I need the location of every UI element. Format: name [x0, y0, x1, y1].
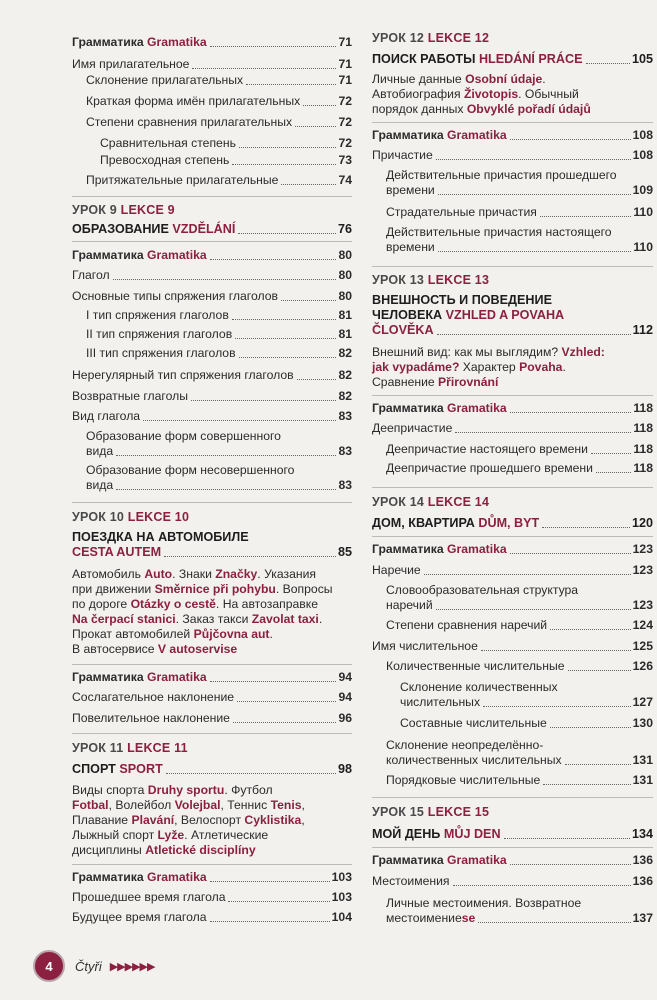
toc-entry[interactable]: Образование форм совершенного вида 83 [86, 429, 352, 458]
toc-grammar-heading[interactable]: Грамматика Gramatika 94 [72, 670, 352, 684]
toc-entry[interactable]: Склонение неопределённо- количественных числительных 131 [386, 738, 653, 767]
toc-entry[interactable]: Превосходная степень 73 [100, 153, 352, 167]
lesson-heading: УРОК 12 LEKCE 12 [372, 31, 490, 45]
toc-grammar-heading[interactable]: Грамматика Gramatika 71 [72, 35, 352, 49]
toc-entry[interactable]: Возвратные глаголы 82 [72, 389, 352, 403]
lesson-heading: УРОК 13 LEKCE 13 [372, 273, 490, 287]
toc-entry[interactable]: Основные типы спряжения глаголов 80 [72, 289, 352, 303]
divider [72, 864, 352, 865]
lesson-title[interactable]: ПОЕЗДКА НА АВТОМОБИЛЕ CESTA AUTEM 85 [72, 530, 352, 559]
divider [372, 487, 653, 488]
lesson-title[interactable]: ВНЕШНОСТЬ И ПОВЕДЕНИЕ ЧЕЛОВЕКА VZHLED A POVAHA ČLOVĚKA 112 [372, 293, 653, 337]
arrow-decoration-icon: ▶▶▶▶▶▶ [109, 960, 155, 973]
divider [372, 847, 653, 848]
toc-entry[interactable]: Будущее время глагола 104 [72, 910, 352, 924]
lesson-heading: УРОК 11 LEKCE 11 [72, 741, 188, 755]
divider [372, 536, 653, 537]
toc-entry[interactable]: I тип спряжения глаголов 81 [86, 308, 352, 322]
toc-entry[interactable]: Количественные числительные 126 [386, 659, 653, 673]
toc-entry[interactable]: Наречие 123 [372, 563, 653, 577]
divider [372, 266, 653, 267]
lesson-heading: УРОК 9 LEKCE 9 [72, 203, 175, 217]
page-number-word: Čtyři [75, 958, 102, 974]
lesson-topics: Внешний вид: как мы выглядим? Vzhled: jak vypadáme? Характер Povaha. Сравнение Přirovnání [372, 345, 605, 389]
lesson-title[interactable]: СПОРТ SPORT 98 [72, 762, 352, 776]
toc-entry[interactable]: Действительные причастия прошедшего времени 109 [386, 168, 653, 197]
toc-grammar-heading[interactable]: Грамматика Gramatika 123 [372, 542, 653, 556]
lesson-title[interactable]: ДОМ, КВАРТИРА DŮM, BYT 120 [372, 516, 653, 530]
divider [372, 122, 653, 123]
toc-entry[interactable]: III тип спряжения глаголов 82 [86, 346, 352, 360]
lesson-topics: Виды спорта Druhy sportu. Футбол Fotbal, Волейбол Volejbal, Теннис Tenis, Плавание Plavání, Велоспорт Cyklistika, Лыжный спорт Lyže. Атлетические дисциплины Atletické disciplíny [72, 783, 305, 857]
toc-grammar-heading[interactable]: Грамматика Gramatika 80 [72, 248, 352, 262]
toc-grammar-heading[interactable]: Грамматика Gramatika 136 [372, 853, 653, 867]
lesson-title[interactable]: ОБРАЗОВАНИЕ VZDĚLÁNÍ 76 [72, 222, 352, 236]
toc-entry[interactable]: Местоимения 136 [372, 874, 653, 888]
page-footer [33, 950, 154, 982]
divider [72, 502, 352, 503]
lesson-topics: Личные данные Osobní údaje. Автобиография Životopis. Обычный порядок данных Obvyklé pořadí údajů [372, 72, 591, 116]
lesson-heading: УРОК 14 LEKCE 14 [372, 495, 490, 509]
toc-entry[interactable]: Вид глагола 83 [72, 409, 352, 423]
toc-entry[interactable]: Имя числительное 125 [372, 639, 653, 653]
toc-grammar-heading[interactable]: Грамматика Gramatika 108 [372, 128, 653, 142]
page-number-badge: 4 [33, 950, 65, 982]
divider [72, 196, 352, 197]
toc-entry[interactable]: Сослагательное наклонение 94 [72, 690, 352, 704]
divider [72, 733, 352, 734]
divider [72, 664, 352, 665]
toc-entry[interactable]: Деепричастие настоящего времени 118 [386, 442, 653, 456]
toc-entry[interactable]: Образование форм несовершенного вида 83 [86, 463, 352, 492]
lesson-heading: УРОК 15 LEKCE 15 [372, 805, 490, 819]
toc-grammar-heading[interactable]: Грамматика Gramatika 118 [372, 401, 653, 415]
toc-entry[interactable]: Порядковые числительные 131 [386, 773, 653, 787]
lesson-topics: Автомобиль Auto. Знаки Značky. Указания при движении Směrnice při pohybu. Вопросы по дороге Otázky o cestě. На автозаправке Na čerpací stanici. Заказ такси Zavolat taxi. Прокат автомобилей Půjčovna aut. В автосервисе V autoservise [72, 567, 333, 656]
toc-entry[interactable]: Деепричастие прошедшего времени 118 [386, 461, 653, 475]
toc-entry[interactable]: Степени сравнения наречий 124 [386, 618, 653, 632]
toc-entry[interactable]: Склонение прилагательных 71 [86, 73, 352, 87]
toc-entry[interactable]: Склонение количественных числительных 127 [400, 680, 653, 709]
toc-entry[interactable]: Краткая форма имён прилагательных 72 [86, 94, 352, 108]
toc-entry[interactable]: Имя прилагательное 71 [72, 57, 352, 71]
divider [372, 797, 653, 798]
toc-entry[interactable]: Причастие 108 [372, 148, 653, 162]
toc-entry[interactable]: Действительные причастия настоящего времени 110 [386, 225, 653, 254]
toc-grammar-heading[interactable]: Грамматика Gramatika 103 [72, 870, 352, 884]
toc-entry[interactable]: Сравнительная степень 72 [100, 136, 352, 150]
toc-entry[interactable]: Притяжательные прилагательные 74 [86, 173, 352, 187]
toc-entry[interactable]: Составные числительные 130 [400, 716, 653, 730]
lesson-title[interactable]: МОЙ ДЕНЬ MŮJ DEN 134 [372, 827, 653, 841]
toc-entry[interactable]: II тип спряжения глаголов 81 [86, 327, 352, 341]
toc-entry[interactable]: Степени сравнения прилагательных 72 [86, 115, 352, 129]
lesson-title[interactable]: ПОИСК РАБОТЫ HLEDÁNÍ PRÁCE 105 [372, 52, 653, 66]
toc-entry[interactable]: Прошедшее время глагола 103 [72, 890, 352, 904]
toc-entry[interactable]: Нерегулярный тип спряжения глаголов 82 [72, 368, 352, 382]
toc-entry[interactable]: Деепричастие 118 [372, 421, 653, 435]
lesson-heading: УРОК 10 LEKCE 10 [72, 510, 190, 524]
toc-entry[interactable]: Словообразовательная структура наречий 123 [386, 583, 653, 612]
toc-entry[interactable]: Повелительное наклонение 96 [72, 711, 352, 725]
toc-entry[interactable]: Личные местоимения. Возвратное местоимение se 137 [386, 896, 653, 925]
toc-entry[interactable]: Страдательные причастия 110 [386, 205, 653, 219]
divider [72, 241, 352, 242]
divider [372, 395, 653, 396]
toc-entry[interactable]: Глагол 80 [72, 268, 352, 282]
